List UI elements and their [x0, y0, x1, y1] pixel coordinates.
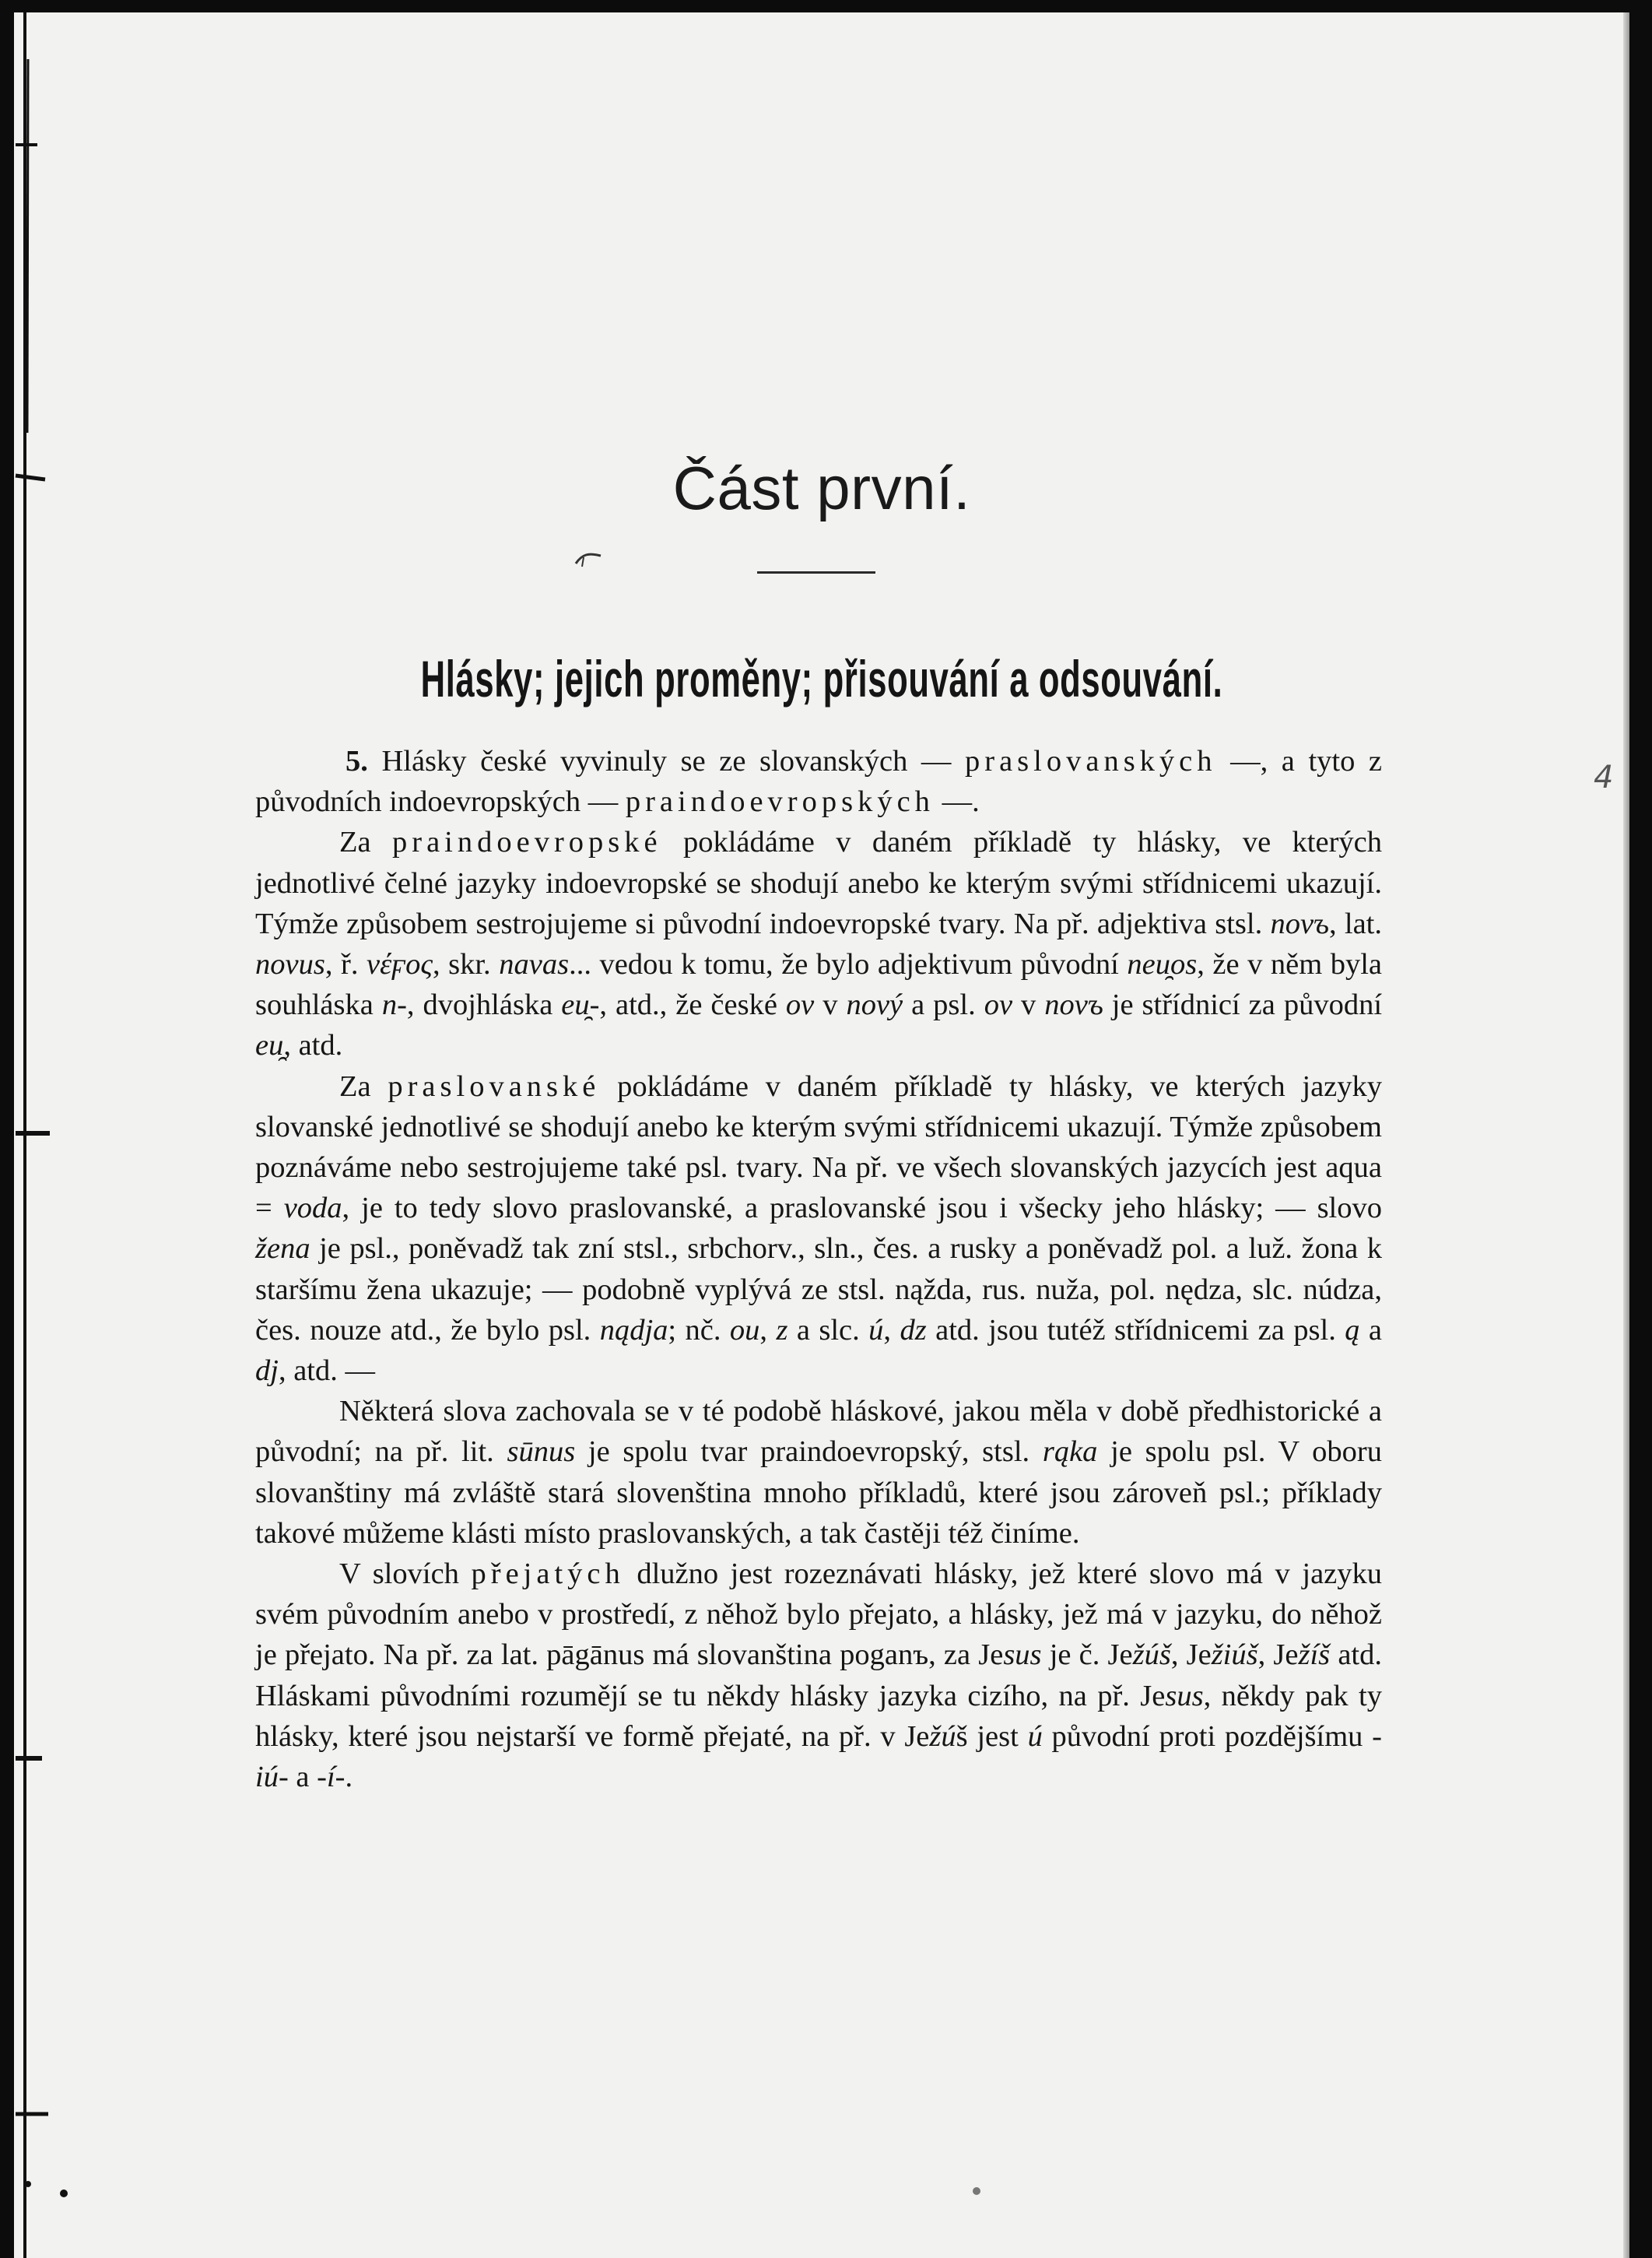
italic-term: -í-: [317, 1761, 345, 1794]
italic-term: ú: [1027, 1719, 1043, 1753]
italic-term: neu̯os: [1127, 948, 1198, 982]
text-span: , atd.: [283, 1029, 343, 1062]
spaced-term: praindoevropských: [625, 785, 935, 819]
text-span: je č. Je: [1041, 1638, 1133, 1672]
text-span: pokládáme v daném příkladě ty hlásky, ve kterých jednotlivé čelné jazyky indoevropské se shodují anebo ke kterým svými střídnicemi ukazují. Týmže způsobem sestrojujeme si původní indoevropské tvary. Na př. adjektiva stsl.: [255, 826, 1382, 940]
text-span: a slc.: [787, 1313, 869, 1347]
text-span: ,: [759, 1313, 777, 1347]
text-span: je střídnicí za původní: [1103, 989, 1383, 1022]
text-span: ; nč.: [668, 1313, 730, 1347]
text-span: , že v něm byla souhláska: [255, 948, 1382, 1022]
italic-term: nový: [846, 989, 903, 1022]
text-span: a: [1359, 1313, 1383, 1347]
text-span: Některá slova zachovala se v té podobě hláskové, jakou měla v době předhistorické a původní; na př. lit.: [255, 1395, 1382, 1469]
italic-term: z: [776, 1313, 788, 1347]
italic-term: ą: [1345, 1313, 1360, 1347]
text-span: Za: [339, 826, 392, 859]
text-span: , Je: [1170, 1638, 1212, 1672]
page-title: Část první.: [672, 454, 971, 522]
paragraph-5: [255, 1554, 1382, 1797]
italic-term: žiúš: [1211, 1638, 1258, 1672]
spaced-term: praslovanské: [388, 1069, 601, 1103]
text-span: Za: [339, 1069, 388, 1103]
italic-term: eu̯: [561, 989, 590, 1022]
text-span: ... vedou k tomu, že bylo adjektivum původní: [569, 948, 1128, 982]
text-span: š jest: [956, 1719, 1028, 1753]
text-span: v: [1012, 989, 1045, 1022]
italic-term: rąka: [1042, 1435, 1098, 1469]
italic-term: žú: [929, 1719, 956, 1753]
italic-term: voda: [283, 1192, 342, 1225]
text-span: a: [288, 1761, 317, 1794]
text-span: je spolu tvar praindoevropský, stsl.: [575, 1435, 1043, 1469]
text-span: .: [345, 1761, 353, 1794]
italic-term: νέϝος: [366, 948, 433, 982]
text-span: pokládáme v daném příkladě ty hlásky, ve kterých jazyky slovanské jednotlivé se shodují anebo ke kterým svými střídnicemi ukazují. Týmže způsobem poznáváme nebo sestrojujeme také psl. tvary. Na př. ve všech slovanských jazycích jest aqua =: [255, 1069, 1382, 1225]
italic-term: ou: [729, 1313, 760, 1347]
text-span: je psl., poněvadž tak zní stsl., srbchorv., sln., čes. a rusky a poněvadž pol. a luž. žona k staršímu žena ukazuje; — podobně vyplývá ze stsl. nąžda, rus. nuža, pol. nędza, slc. núdza, čes. nouze atd., že bylo psl.: [255, 1232, 1382, 1347]
italic-term: ov: [984, 989, 1013, 1022]
italic-term: eu̯: [255, 1029, 284, 1062]
paragraph-3: [255, 1066, 1382, 1392]
text-span: —, a tyto z původních indoevropských —: [255, 745, 1383, 819]
text-span: -, atd., že české: [589, 989, 786, 1022]
italic-term: -iú-: [255, 1719, 1382, 1794]
page-speck: [973, 2187, 980, 2195]
text-span: V slovích: [339, 1557, 472, 1591]
text-span: atd. jsou tutéž střídnicemi za psl.: [926, 1313, 1345, 1347]
document-page: [14, 12, 1629, 2258]
text-span: , je to tedy slovo praslovanské, a praslovanské jsou i všecky jeho hlásky; — slovo: [342, 1192, 1382, 1225]
page-right-edge: [1623, 12, 1629, 2258]
italic-term: žena: [255, 1232, 310, 1266]
title-rule: [757, 571, 875, 574]
text-span: atd. Hláskami původními rozumějí se tu někdy hlásky jazyka cizího, na př. Je: [255, 1638, 1382, 1712]
paragraph-4: [255, 1391, 1382, 1554]
italic-term: dz: [900, 1313, 927, 1347]
text-span: —.: [934, 785, 980, 819]
italic-term: žúš: [1132, 1638, 1171, 1672]
italic-term: navas: [499, 948, 570, 982]
text-span: , atd. —: [278, 1354, 375, 1388]
text-span: Hlásky české vyvinuly se ze slovanských —: [367, 745, 966, 778]
text-span: , někdy pak ty hlásky, které jsou nejstarší ve formě přejaté, na př. v Je: [255, 1679, 1382, 1753]
section-heading: Hlásky; jejich proměny; přisouvání a odsouvání.: [420, 650, 1223, 708]
text-span: dlužno jest rozeznávati hlásky, jež které slovo má v jazyku svém původním anebo v prostředí, z něhož bylo přejato, a hlásky, jež má v jazyku, do něhož je přejato. Na př. za lat. pāgānus má slovanština poganъ, za Je: [255, 1557, 1383, 1672]
italic-term: dj: [255, 1354, 279, 1388]
italic-term: novъ: [1044, 989, 1103, 1022]
spaced-term: přejatých: [471, 1557, 625, 1591]
italic-term: nądja: [599, 1313, 668, 1347]
text-span: v: [814, 989, 847, 1022]
italic-term: sūnus: [507, 1435, 576, 1469]
italic-term: novus: [255, 948, 325, 982]
italic-term: sus: [1165, 1679, 1204, 1712]
italic-term: n: [381, 989, 398, 1022]
text-span: , Je: [1257, 1638, 1299, 1672]
section-number: 5.: [345, 745, 368, 778]
text-span: -, dvojhláska: [397, 989, 562, 1022]
italic-term: žíš: [1298, 1638, 1331, 1672]
spaced-term: praindoevropské: [392, 826, 662, 859]
body-text: [255, 741, 1382, 1797]
paragraph-1: [255, 741, 1382, 822]
italic-term: ú: [868, 1313, 884, 1347]
text-span: , lat.: [1329, 907, 1383, 940]
text-span: a psl.: [903, 989, 984, 1022]
italic-term: novъ: [1270, 907, 1330, 940]
binding-thread: [14, 12, 68, 2258]
italic-term: sus: [1003, 1638, 1042, 1672]
paragraph-2: [255, 822, 1382, 1066]
text-span: ,: [883, 1313, 900, 1347]
italic-term: ov: [785, 989, 815, 1022]
text-span: , skr.: [432, 948, 500, 982]
text-span: původní proti pozdějšímu: [1042, 1719, 1373, 1753]
spaced-term: praslovanských: [965, 745, 1217, 778]
pencil-mark: [573, 548, 604, 571]
text-span: je spolu psl. V oboru slovanštiny má zvláště stará slovenština mnoho příkladů, které jsou zároveň psl.; příklady takové můžeme klásti místo praslovanských, a tak častěji též činíme.: [255, 1435, 1382, 1550]
text-span: , ř.: [324, 948, 367, 982]
margin-note: 4: [1594, 760, 1614, 795]
